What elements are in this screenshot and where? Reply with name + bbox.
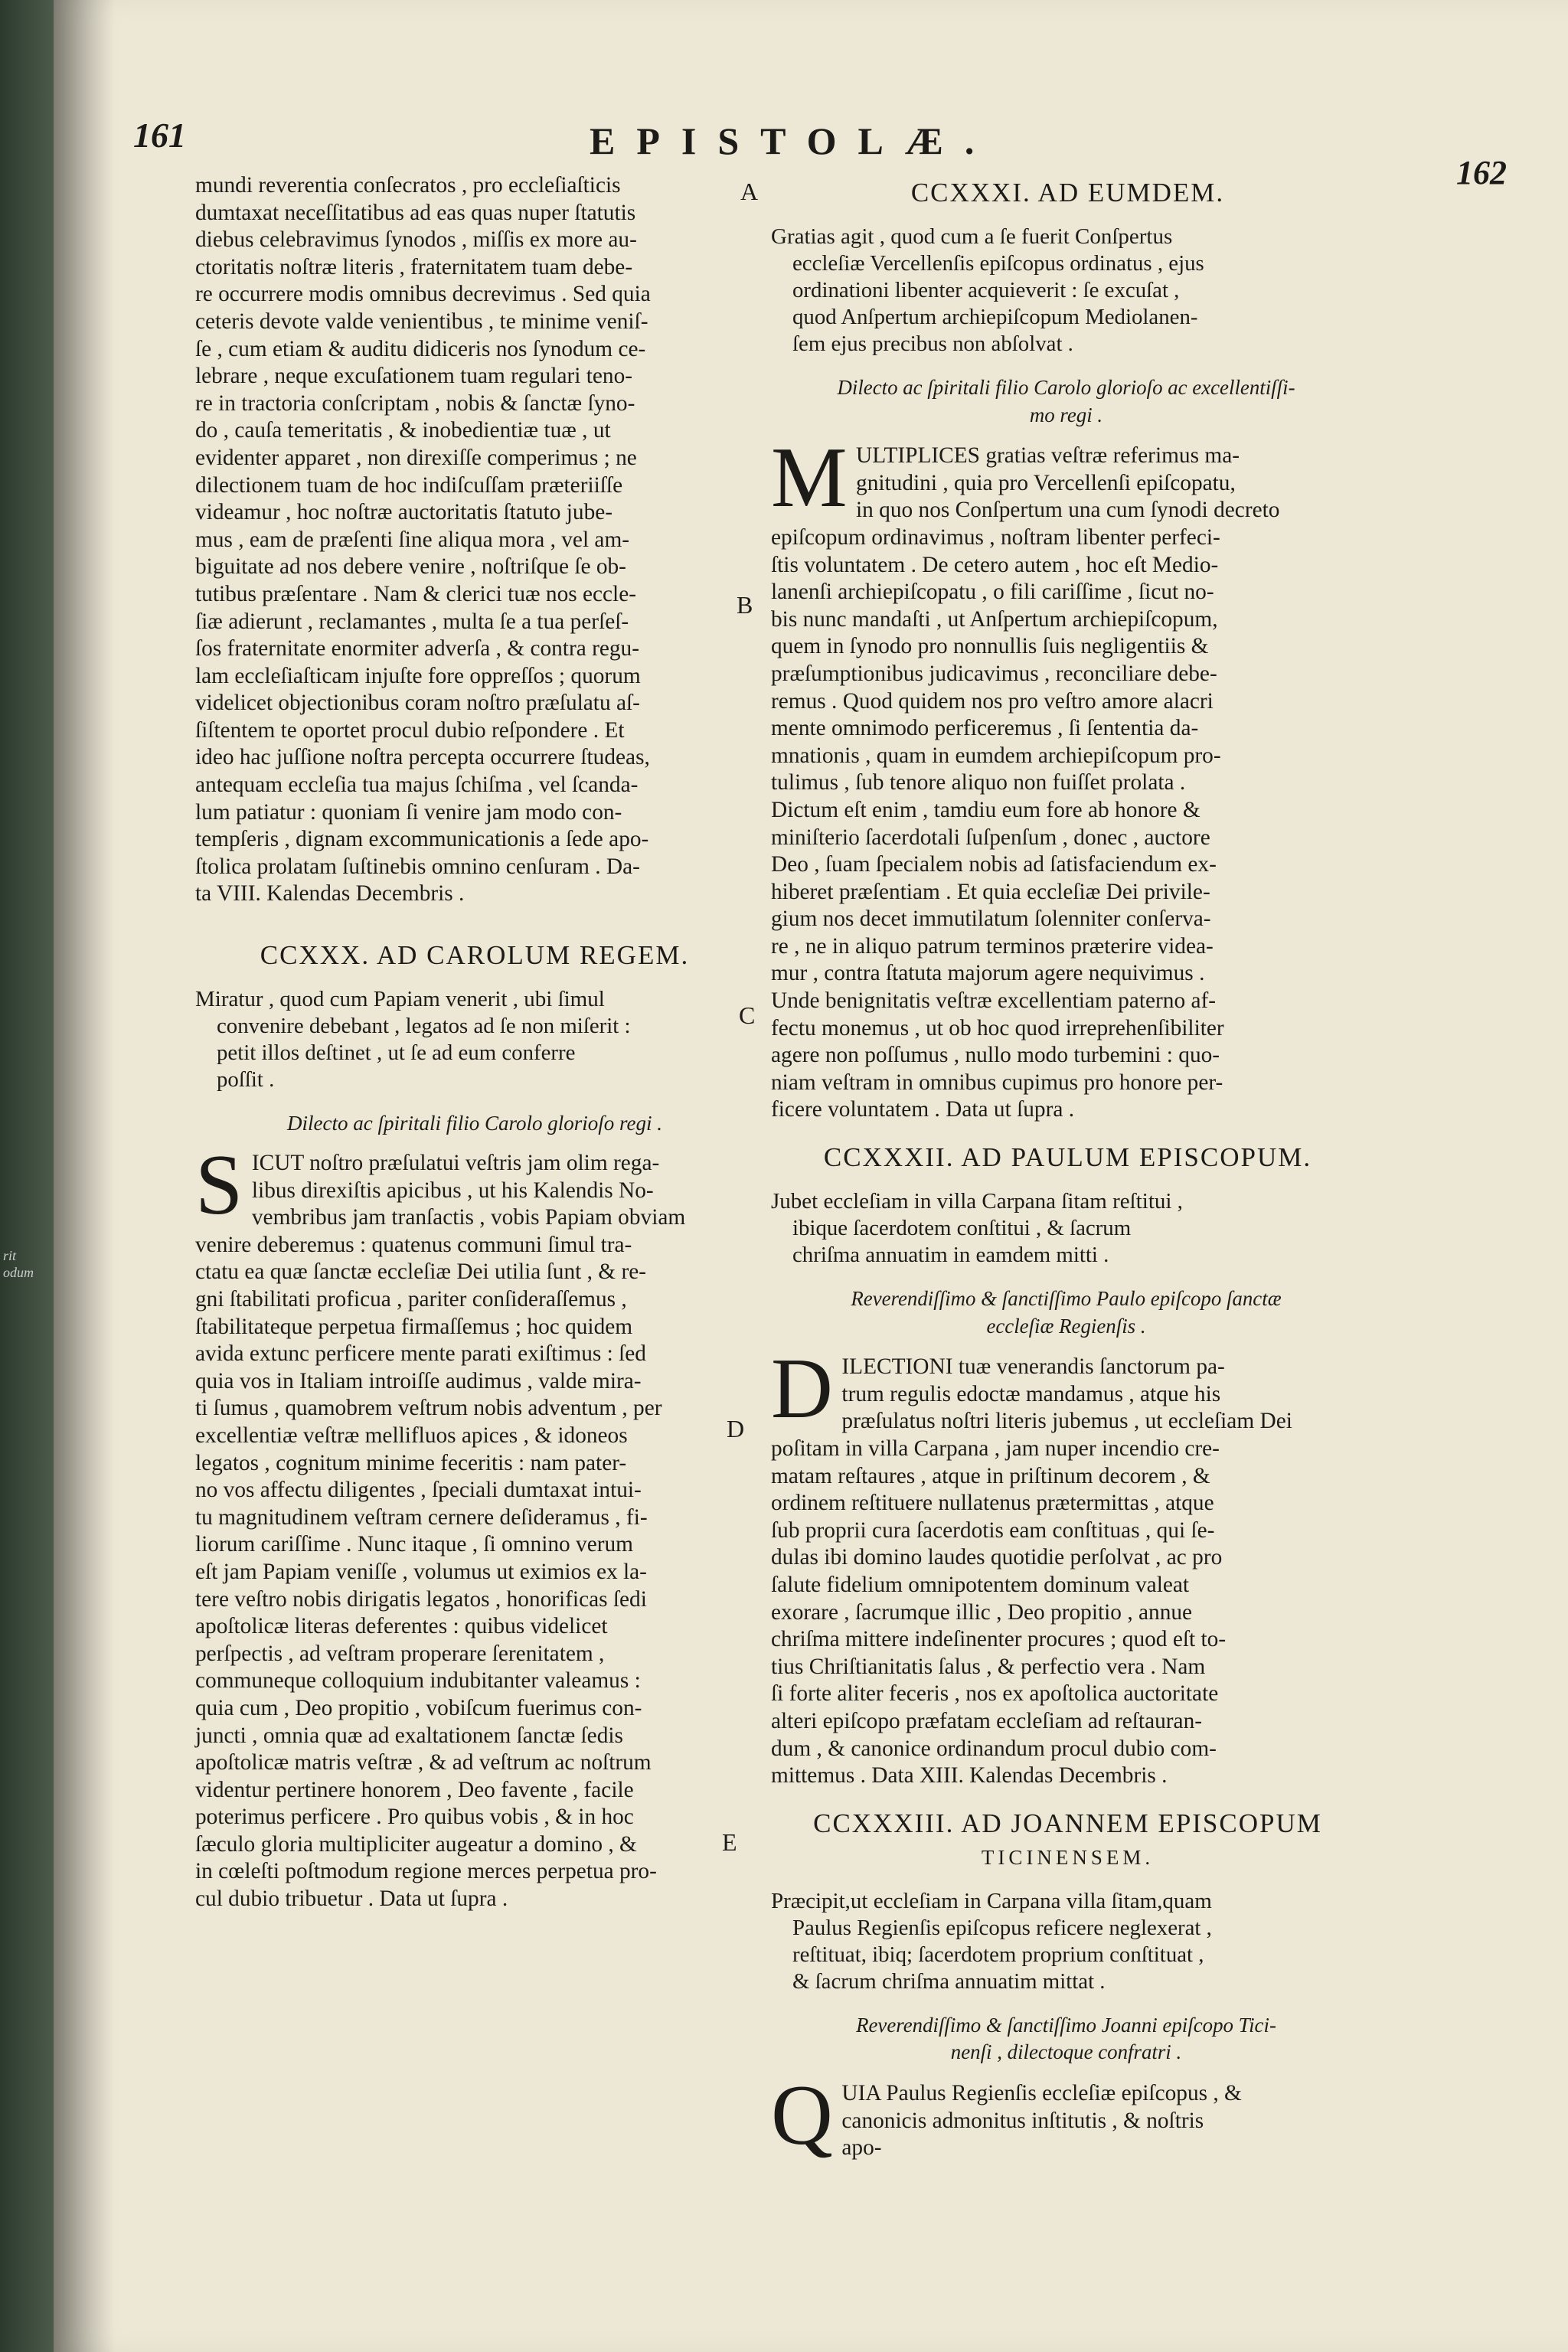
- text-line: canonicis admonitus inſtitutis , & noſtris: [841, 2108, 1204, 2133]
- address-line: Reverendiſſimo & ſanctiſſimo Paulo epiſcopo ſanctæ: [851, 1287, 1282, 1311]
- summary-line: poſſit .: [217, 1067, 275, 1093]
- text-line: dumtaxat neceſſitatibus ad eas quas nuper ſtatutis: [195, 200, 636, 225]
- text-line: quem in ſynodo pro nonnullis ſuis negligentiis &: [771, 634, 1209, 659]
- margin-note: odum: [3, 1265, 34, 1280]
- text-line: UIA Paulus Regienſis eccleſiæ epiſcopus , &: [841, 2080, 1242, 2105]
- text-line: chriſma mittere indeſinenter procures ; quod eſt to-: [771, 1627, 1227, 1652]
- text-line: libus direxiſtis apicibus , ut his Kalendis No-: [251, 1178, 654, 1203]
- text-line: no vos affectu diligentes , ſpeciali dumtaxat intui-: [195, 1478, 642, 1503]
- text-line: fectu monemus , ut ob hoc quod irreprehenſibiliter: [771, 1015, 1224, 1040]
- address-line: Dilecto ac ſpiritali filio Carolo glorioſo ac excellentiſſi-: [837, 376, 1295, 399]
- text-line: agere non poſſumus , nullo modo turbemini : quo-: [771, 1043, 1220, 1068]
- letter-body: [771, 1341, 1364, 1790]
- text-line: ULTIPLICES gratias veſtræ referimus ma-: [856, 443, 1240, 469]
- summary-line: Paulus Regienſis epiſcopus reficere neglexerat ,: [792, 1915, 1212, 1940]
- text-line: epiſcopum ordinavimus , noſtram libenter perfeci-: [771, 524, 1220, 550]
- text-line: tu magnitudinem veſtram cernere deſideramus , fi-: [195, 1504, 648, 1530]
- text-line: ſub proprii cura ſacerdotis eam conſtituas , qui ſe-: [771, 1517, 1215, 1543]
- text-line: dilectionem tuam de hoc indiſcuſſam præteriiſſe: [195, 472, 623, 498]
- text-line: tius Chriſtianitatis ſalus , & perfectio vera . Nam: [771, 1654, 1206, 1679]
- summary-line: Gratias agit , quod cum a ſe fuerit Conſpertus: [771, 224, 1173, 249]
- text-line: antequam eccleſia tua majus ſchiſma , vel ſcanda-: [195, 773, 639, 798]
- text-line: eſt jam Papiam veniſſe , volumus ut eximios ex la-: [195, 1559, 647, 1584]
- text-line: dum , & canonice ordinandum procul dubio com-: [771, 1736, 1217, 1761]
- text-line: bis nunc mandaſti , ut Anſpertum archiepiſcopum,: [771, 606, 1218, 632]
- letter-heading: CCXXXI. AD EUMDEM.: [910, 178, 1225, 207]
- text-line: re , ne in aliquo patrum terminos præterire videa-: [771, 933, 1214, 959]
- text-line: apo-: [841, 2135, 882, 2161]
- text-line: tempſeris , dignam excommunicationis a ſede apo-: [195, 827, 649, 852]
- page-number-left: 161: [133, 116, 186, 155]
- text-line: vembribus jam tranſactis , vobis Papiam obviam: [251, 1205, 686, 1230]
- text-line: mittemus . Data XIII. Kalendas Decembris .: [771, 1763, 1168, 1788]
- text-line: in cœleſti poſtmodum regione merces perpetua pro-: [195, 1859, 657, 1884]
- letter-address: Dilecto ac ſpiritali filio Carolo glorioſo regi .: [287, 1112, 662, 1135]
- text-line: diebus celebravimus ſynodos , miſſis ex more au-: [195, 227, 637, 253]
- text-line: quia cum , Deo propitio , vobiſcum fuerimus con-: [195, 1695, 642, 1720]
- drop-cap: S: [195, 1138, 243, 1233]
- book-page: [54, 0, 1568, 2352]
- text-line: do , cauſa temeritatis , & inobedientiæ tuæ , ut: [195, 418, 611, 443]
- text-line: ſæculo gloria multipliciter augeatur a domino , &: [195, 1831, 637, 1857]
- text-line: ctoritatis noſtræ literis , fraternitatem tuam debe-: [195, 254, 633, 279]
- text-line: excellentiæ veſtræ mellifluos apices , & idoneos: [195, 1423, 628, 1448]
- text-line: lanenſi archiepiſcopatu , o fili cariſſime , ſicut no-: [771, 580, 1214, 605]
- letter-address: [771, 374, 1364, 429]
- text-line: avida extunc perficere mente parati exiſtimus : ſed: [195, 1341, 646, 1367]
- text-line: miniſterio ſacerdotali ſuſpenſum , donec , auctore: [771, 825, 1210, 850]
- letter-address: [771, 2012, 1364, 2066]
- text-line: mente omnimodo perficeremus , ſi ſententia da-: [771, 716, 1199, 741]
- text-line: juncti , omnia quæ ad exaltationem ſanctæ ſedis: [195, 1723, 623, 1748]
- letter-body: [195, 1138, 754, 1913]
- text-line: tere veſtro nobis dirigatis legatos , honorificas ſedi: [195, 1586, 647, 1612]
- text-line: ficere voluntatem . Data ut ſupra .: [771, 1097, 1075, 1122]
- text-line: poſitam in villa Carpana , jam nuper incendio cre-: [771, 1436, 1220, 1461]
- margin-letter-a: A: [740, 178, 759, 205]
- margin-note: rit: [3, 1248, 17, 1263]
- text-line: Deo , ſuam ſpecialem nobis ad ſatisfaciendum ex-: [771, 852, 1217, 877]
- text-line: ſi forte aliter feceris , nos ex apoſtolica auctoritate: [771, 1681, 1219, 1707]
- text-line: mundi reverentia conſecratos , pro eccleſiaſticis: [195, 173, 621, 198]
- letter-summary: [771, 1888, 1364, 1995]
- text-line: mnationis , quam in eumdem archiepiſcopum pro-: [771, 743, 1221, 768]
- text-line: in quo nos Conſpertum una cum ſynodi decreto: [856, 498, 1280, 523]
- summary-line: convenire debebant , legatos ad ſe non miſerit :: [217, 1014, 631, 1039]
- letter-heading: CCXXXII. AD PAULUM EPISCOPUM.: [823, 1142, 1312, 1173]
- text-line: dulas ibi domino laudes quotidie perſolvat , ac pro: [771, 1545, 1223, 1570]
- text-line: ſe , cum etiam & auditu didiceris nos ſynodum ce-: [195, 336, 646, 361]
- text-line: ſalute fidelium omnipotentem dominum valeat: [771, 1572, 1190, 1597]
- letter-body: [771, 430, 1364, 1124]
- summary-line: & ſacrum chriſma annuatim mittat .: [792, 1968, 1106, 1994]
- page-number-right: 162: [1456, 154, 1507, 191]
- text-line: biguitate ad nos debere venire , noſtriſque ſe ob-: [195, 554, 626, 580]
- text-line: ſtis voluntatem . De cetero autem , hoc eſt Medio-: [771, 552, 1219, 577]
- text-line: ſtolica prolatam ſuſtinebis omnino cenſuram . Da-: [195, 854, 640, 879]
- text-line: ti ſumus , quamobrem veſtrum nobis adventum , per: [195, 1396, 662, 1421]
- text-line: perſpectis , ad veſtram properare ſerenitatem ,: [195, 1641, 605, 1666]
- text-line: ideo hac juſſione noſtra percepta occurrere ſtudeas,: [195, 745, 650, 770]
- letter-body: [771, 2067, 1364, 2163]
- letter-heading: CCXXXIII. AD JOANNEM EPISCOPUM: [813, 1808, 1322, 1838]
- text-line: quia vos in Italiam introiſſe audimus , valde mira-: [195, 1368, 642, 1393]
- address-line: Reverendiſſimo & ſanctiſſimo Joanni epiſcopo Tici-: [856, 2013, 1276, 2037]
- letter-subheading: TICINENSEM.: [981, 1845, 1155, 1869]
- text-line: gni ſtabilitati proficua , pariter conſideraſſemus ,: [195, 1287, 627, 1312]
- address-line: nenſi , dilectoque confratri .: [950, 2040, 1182, 2064]
- text-line: ſiſtentem te oportet procul dubio reſpondere . Et: [195, 717, 625, 743]
- left-column: [195, 172, 754, 1913]
- summary-line: ordinationi libenter acquieverit : ſe excuſat ,: [792, 278, 1180, 302]
- letter-summary: [195, 986, 754, 1093]
- text-line: ceteris devote valde venientibus , te minime veniſ-: [195, 309, 648, 334]
- summary-line: Jubet eccleſiam in villa Carpana ſitam reſtitui ,: [771, 1189, 1183, 1214]
- text-line: ctatu ea quæ ſanctæ eccleſiæ Dei utilia ſunt , & re-: [195, 1259, 647, 1285]
- letter-heading: CCXXX. AD CAROLUM REGEM.: [260, 940, 690, 971]
- summary-line: quod Anſpertum archiepiſcopum Mediolanen-: [792, 305, 1198, 329]
- text-line: lam eccleſiaſticam injuſte fore oppreſſos ; quorum: [195, 663, 641, 688]
- text-line: liorum cariſſime . Nunc itaque , ſi omnino verum: [195, 1532, 633, 1557]
- gutter-shadow: [54, 0, 115, 2352]
- text-line: Unde benignitatis veſtræ excellentiam paterno af-: [771, 988, 1217, 1014]
- text-line: trum regulis edoctæ mandamus , atque his: [841, 1381, 1221, 1406]
- text-line: mur , contra ſtatuta majorum agere nequivimus .: [771, 961, 1205, 986]
- text-line: remus . Quod quidem nos pro veſtro amore alacri: [771, 688, 1214, 714]
- text-line: ta VIII. Kalendas Decembris .: [195, 881, 465, 906]
- running-title: EPISTOLÆ.: [590, 119, 996, 162]
- text-line: ILECTIONI tuæ venerandis ſanctorum pa-: [841, 1354, 1225, 1380]
- text-line: niam veſtram in omnibus cupimus pro honore per-: [771, 1070, 1223, 1095]
- text-line: ſiæ adierunt , reclamantes , multa ſe a tua perſeſ-: [195, 609, 629, 634]
- text-line: videntur pertinere honorem , Deo favente , facile: [195, 1777, 634, 1802]
- text-line: lebrare , neque excuſationem tuam regulari teno-: [195, 364, 633, 389]
- text-line: matam reſtaures , atque in priſtinum decorem , &: [771, 1463, 1210, 1488]
- text-line: præſumptionibus judicavimus , reconciliare debe-: [771, 661, 1217, 686]
- text-line: venire deberemus : quatenus communi ſimul tra-: [195, 1232, 632, 1257]
- text-line: ICUT noſtro præſulatui veſtris jam olim rega-: [251, 1151, 660, 1176]
- margin-letter-b: B: [737, 591, 753, 619]
- text-line: apoſtolicæ literas deferentes : quibus videlicet: [195, 1614, 608, 1639]
- drop-cap: M: [771, 430, 848, 526]
- text-line: ordinem reſtituere nullatenus prætermittas , atque: [771, 1491, 1214, 1516]
- text-line: apoſtolicæ matris veſtræ , & ad veſtrum ac noſtrum: [195, 1750, 652, 1775]
- text-line: exorare , ſacrumque illic , Deo propitio , annue: [771, 1599, 1193, 1625]
- continuation-text: [195, 172, 754, 908]
- text-line: videamur , hoc noſtræ auctoritatis ſtatuto jube-: [195, 500, 613, 525]
- summary-line: Præcipit,ut eccleſiam in Carpana villa ſitam,quam: [771, 1888, 1212, 1913]
- drop-cap: D: [771, 1341, 833, 1437]
- text-line: videlicet objectionibus coram noſtro præſulatu aſ-: [195, 691, 640, 716]
- text-line: hiberet præſentiam . Et quia eccleſiæ Dei privile-: [771, 879, 1210, 904]
- facing-page-edge: [0, 0, 54, 2352]
- summary-line: reſtituat, ibiq; ſacerdotem proprium conſtituat ,: [792, 1942, 1204, 1967]
- letter-summary: [771, 224, 1364, 358]
- summary-line: ſem ejus precibus non abſolvat .: [792, 332, 1073, 356]
- text-line: cul dubio tribuetur . Data ut ſupra .: [195, 1886, 508, 1912]
- text-line: communeque colloquium indubitanter valeamus :: [195, 1668, 641, 1694]
- summary-line: chriſma annuatim in eamdem mitti .: [792, 1243, 1109, 1268]
- text-line: præſulatus noſtri literis jubemus , ut eccleſiam Dei: [841, 1409, 1292, 1434]
- text-line: tulimus , ſub tenore aliquo non fuiſſet prolata .: [771, 770, 1186, 795]
- text-line: legatos , cognitum minime feceritis : nam pater-: [195, 1450, 627, 1475]
- address-line: eccleſiæ Regienſis .: [986, 1314, 1146, 1338]
- text-line: alteri epiſcopo præfatam eccleſiam ad reſtauran-: [771, 1708, 1203, 1733]
- summary-line: petit illos deſtinet , ut ſe ad eum conferre: [217, 1040, 576, 1066]
- text-line: re in tractoria conſcriptam , nobis & ſanctæ ſyno-: [195, 390, 635, 416]
- drop-cap: Q: [771, 2067, 833, 2163]
- text-line: evidenter apparet , non direxiſſe comperimus ; ne: [195, 445, 637, 470]
- text-line: re occurrere modis omnibus decrevimus . Sed quia: [195, 282, 651, 307]
- right-column: [771, 176, 1364, 2162]
- text-line: ſos fraternitate enormiter adverſa , & contra regu-: [195, 636, 639, 662]
- summary-line: eccleſiæ Vercellenſis epiſcopus ordinatus , ejus: [792, 251, 1204, 276]
- summary-line: ibique ſacerdotem conſtitui , & ſacrum: [792, 1216, 1132, 1241]
- text-line: poterimus perficere . Pro quibus vobis , & in hoc: [195, 1805, 634, 1830]
- letter-summary: [771, 1188, 1364, 1269]
- margin-letter-c: C: [739, 1001, 756, 1029]
- address-line: mo regi .: [1029, 403, 1103, 426]
- text-line: tutibus præſentare . Nam & clerici tuæ nos eccle-: [195, 581, 636, 606]
- text-line: gnitudini , quia pro Vercellenſi epiſcopatu,: [856, 470, 1236, 495]
- margin-letter-e: E: [722, 1828, 737, 1856]
- text-line: ſtabilitateque perpetua firmaſſemus ; hoc quidem: [195, 1314, 633, 1339]
- text-line: mus , eam de præſenti ſine aliqua mora , vel am-: [195, 527, 630, 552]
- text-line: lum patiatur : quoniam ſi venire jam modo con-: [195, 799, 622, 825]
- letter-address: [771, 1285, 1364, 1340]
- summary-line: Miratur , quod cum Papiam venerit , ubi ſimul: [195, 987, 605, 1012]
- margin-letter-d: D: [727, 1415, 745, 1442]
- text-line: Dictum eſt enim , tamdiu eum fore ab honore &: [771, 797, 1200, 822]
- text-line: gium nos decet immutilatum ſolenniter conſerva-: [771, 906, 1211, 932]
